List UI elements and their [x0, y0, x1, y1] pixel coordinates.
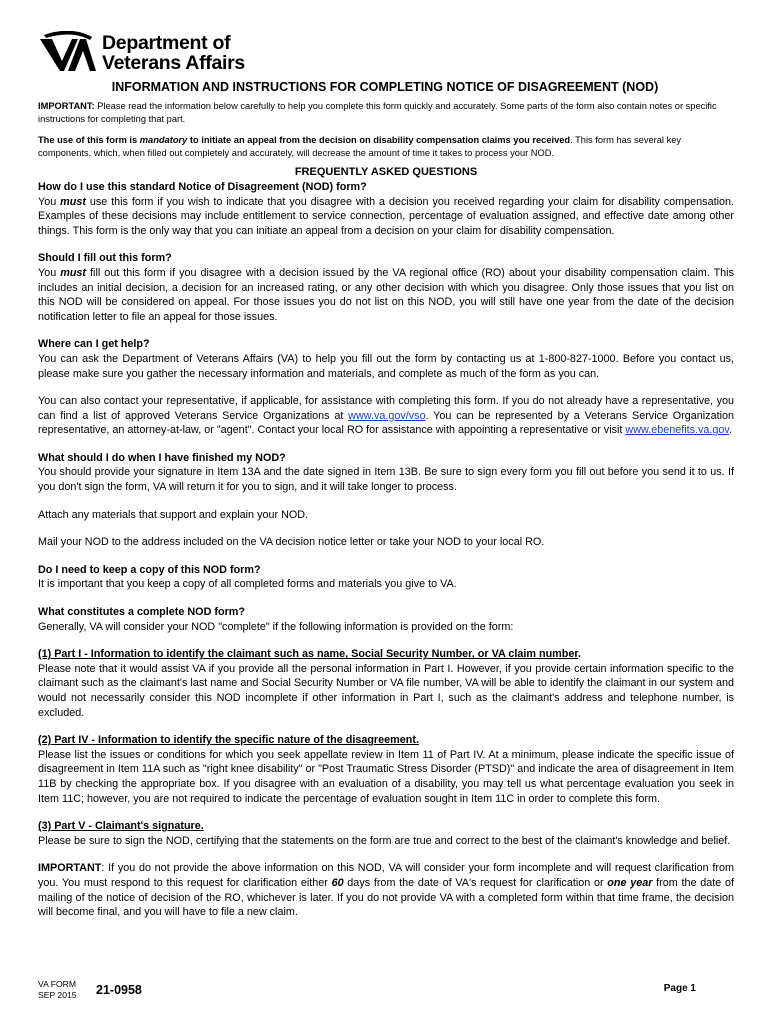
question-5: Do I need to keep a copy of this NOD form?	[38, 563, 261, 576]
va-seal-icon	[38, 31, 96, 75]
dept-line-2: Veterans Affairs	[102, 52, 245, 74]
ebenefits-link[interactable]: www.ebenefits.va.gov	[625, 424, 730, 437]
dept-line-1: Department of	[102, 32, 231, 54]
final-important: IMPORTANT: If you do not provide the above information on this NOD, VA will consider your form incomplete and will request clarification from you. You must respond to this request for clarification either 60 days from the date of VA's request for clarification or one year from the date of mailing of the notice of decision of the RO, whichever is later. If you do not provide VA with a completed form within that time frame, the decision will become final, and you will have to file a new claim.	[38, 862, 734, 919]
question-3: Where can I get help?	[38, 338, 150, 351]
page-number: Page 1	[663, 983, 696, 994]
part-1-text: Please note that it would assist VA if you provide all the personal information in Part I. However, if you provide certain information specific to the claimant such as the claimant's last name and Social Security Number or VA file number, VA will be able to identify the claimant in our system and would not necessarily consider this NOD incomplete if other information in Part I, such as the claimant's address and telephone number, is excluded.	[38, 662, 734, 719]
form-date: SEP 2015	[38, 989, 77, 1000]
answer-2: You must fill out this form if you disagree with a decision issued by the VA regional office (RO) about your disability compensation claim. This includes an initial decision, a decision for an increased rating, or any other decision with which you disagree. Only those issues that you list on this NOD will be considered on appeal. For those issues you do not list on this NOD, you will still have one year from the date of the decision notification letter to file an appeal for those issues.	[38, 266, 734, 323]
instructions-body	[38, 100, 734, 920]
mandatory-italic: mandatory	[139, 135, 188, 146]
answer-4-p3: Mail your NOD to the address included on the VA decision notice letter or take your NOD to your local RO.	[38, 536, 545, 549]
part-5-text: Please be sure to sign the NOD, certifying that the statements on the form are true and correct to the best of the claimant's knowledge and belief.	[38, 834, 731, 847]
page-title: INFORMATION AND INSTRUCTIONS FOR COMPLETING NOTICE OF DISAGREEMENT (NOD)	[111, 80, 659, 94]
va-logo	[38, 31, 245, 75]
form-label: VA FORM	[38, 979, 77, 989]
part-4-heading: (2) Part IV - Information to identify the specific nature of the disagreement.	[38, 734, 419, 747]
faq-heading: FREQUENTLY ASKED QUESTIONS	[294, 166, 478, 179]
answer-6: Generally, VA will consider your NOD "complete" if the following information is provided on the form:	[38, 620, 514, 633]
question-1: How do I use this standard Notice of Disagreement (NOD) form?	[38, 180, 367, 193]
answer-4-p2: Attach any materials that support and explain your NOD.	[38, 508, 309, 521]
important-text: Please read the information below carefully to help you complete this form quickly and accurately. Some parts of the form also contain notes or specific instructions for completing that part.	[38, 101, 717, 124]
part-5-heading: (3) Part V - Claimant's signature.	[38, 820, 204, 833]
mandatory-rest: . This form has several key components, which, when filled out completely and accurately, will decrease the amount of time it takes to process your NOD.	[38, 135, 682, 158]
answer-1: You must use this form if you wish to indicate that you disagree with a decision you received regarding your claim for disability compensation. Examples of these decisions may include entitlement to service connection, percentage of evaluation assigned, and effective date among other things. This form is the only way that you can initiate an appeal from a decision on your claim for disability compensation.	[38, 195, 734, 237]
vso-link[interactable]: www.va.gov/vso	[348, 409, 426, 422]
answer-3-p1: You can ask the Department of Veterans Affairs (VA) to help you fill out the form by contacting us at 1-800-827-1000. Before you contact us, please make sure you gather the necessary information and materials, and complete as much of the form as you can.	[38, 352, 734, 380]
mandatory-bold-a: The use of this form is	[38, 135, 140, 146]
answer-4-p1: You should provide your signature in Item 13A and the date signed in Item 13B. Be sure to sign every form you fill out before you send it to us. If you don't sign the form, VA will return it for you to sign, and it will take longer to process.	[38, 466, 734, 494]
answer-5: It is important that you keep a copy of all completed forms and materials you give to VA.	[38, 578, 457, 591]
question-2: Should I fill out this form?	[38, 252, 172, 265]
footer-form-label	[38, 979, 77, 1000]
question-6: What constitutes a complete NOD form?	[38, 606, 245, 619]
question-4: What should I do when I have finished my NOD?	[38, 451, 286, 464]
important-label: IMPORTANT:	[38, 101, 95, 111]
mandatory-bold-b: to initiate an appeal from the decision on disability compensation claims you received	[187, 135, 571, 146]
part-4-text: Please list the issues or conditions for which you seek appellate review in Item 11 of Part IV. At a minimum, please indicate the specific issue of disagreement in Item 11A such as "right knee disability" or "Post Traumatic Stress Disorder (PTSD)" and indicate the area of disagreement in Item 11B by checking the appropriate box. If you disagree with an evaluation of a disability, you may tell us what percentage evaluation you seek in Item 11C; however, you are not required to indicate the percentage of evaluation sought in Item 11C in order to complete this form.	[38, 748, 734, 805]
mandatory-notice	[38, 134, 734, 159]
answer-3-p2: You can also contact your representative, if applicable, for assistance with completing this form. If you do not already have a representative, you can find a list of approved Veterans Service Organizations at www.va.gov/vso. You can be represented by a Veterans Service Organization representative, an attorney-at-law, or "agent". Contact your local RO for assistance with appointing a representative or visit www.ebenefits.va.gov.	[38, 395, 734, 437]
form-number: 21-0958	[96, 983, 142, 997]
important-notice	[38, 100, 734, 125]
part-1-heading: (1) Part I - Information to identify the claimant such as name, Social Security Number, or VA claim number.	[38, 648, 581, 661]
